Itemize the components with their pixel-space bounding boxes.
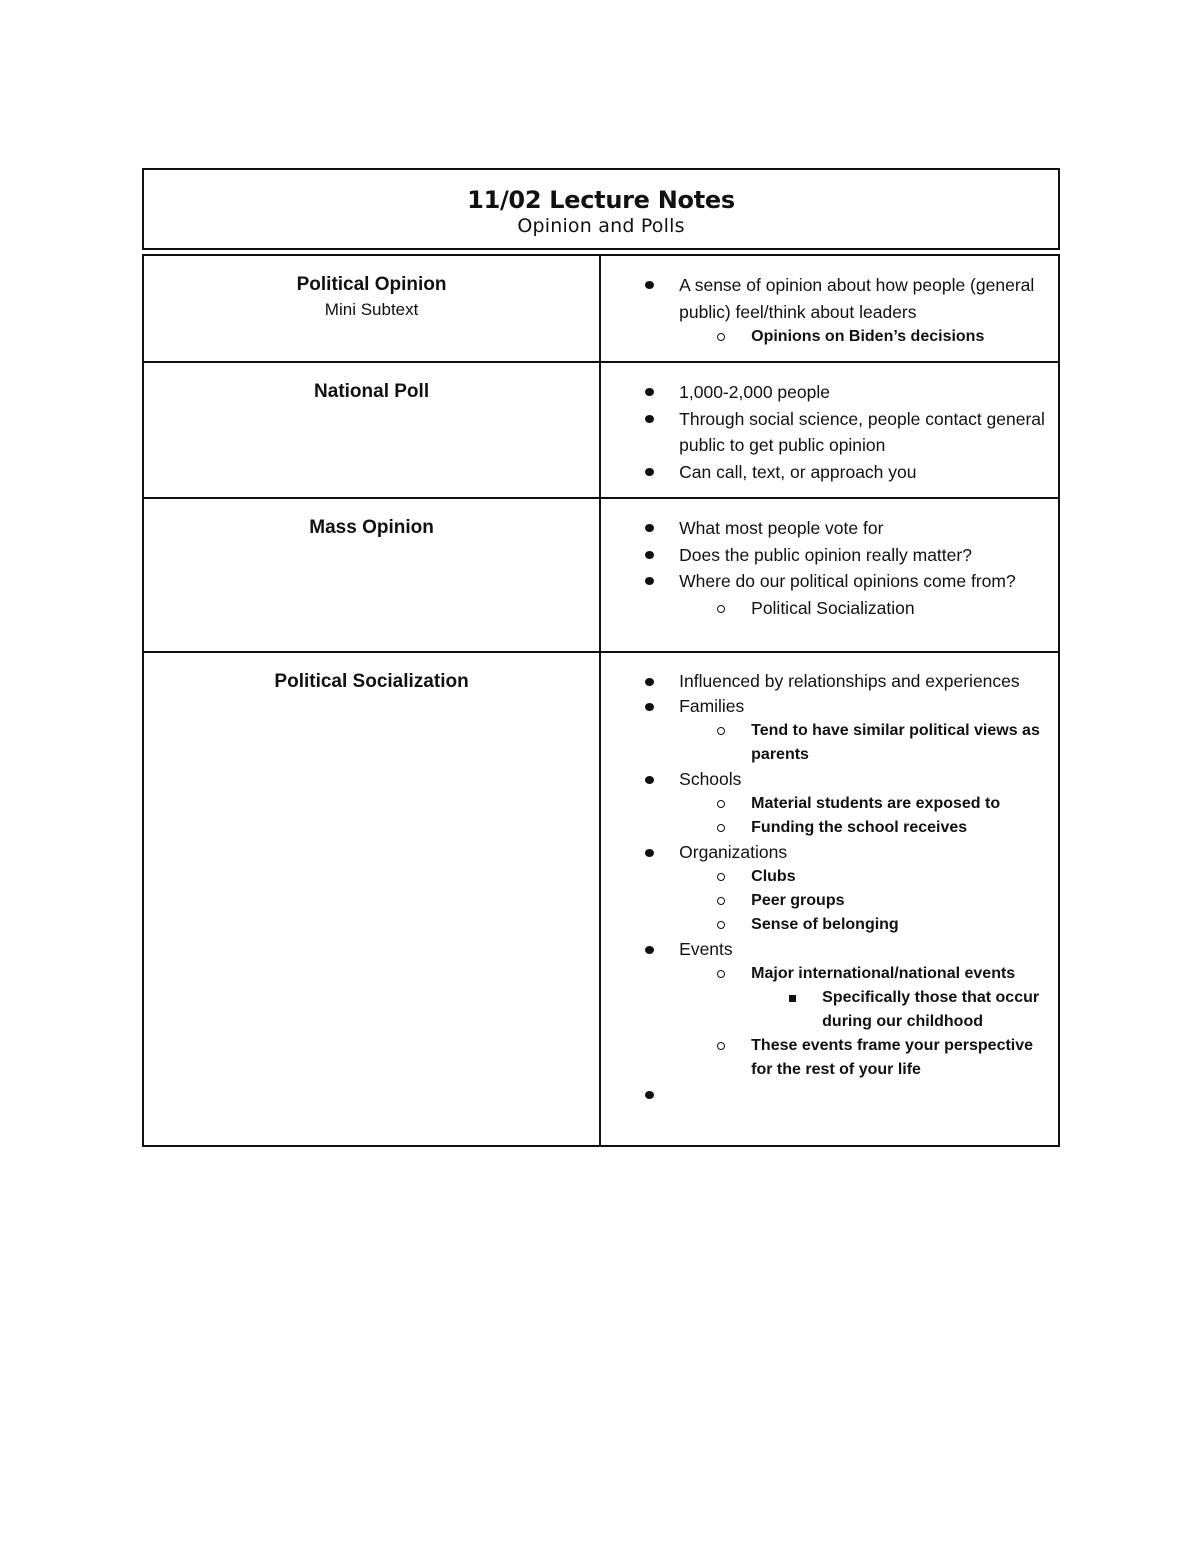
list-item-text: Families: [679, 696, 745, 716]
table-row: [143, 498, 1059, 652]
sub-list-item: [601, 325, 1050, 349]
detail-cell: [600, 498, 1059, 652]
circle-bullet-icon: [717, 605, 725, 613]
bullet-list: [601, 363, 1058, 497]
table-row: [143, 255, 1059, 362]
bullet-list: [601, 499, 1058, 633]
list-item: [601, 542, 1050, 569]
list-item-text: A sense of opinion about how people (general public) feel/think about leaders: [679, 275, 1035, 322]
list-item-text: 1,000-2,000 people: [679, 382, 830, 402]
detail-cell: [600, 652, 1059, 1146]
bullet-icon: [645, 415, 654, 423]
bullet-icon: [645, 524, 654, 532]
sub-bullet-list: [679, 962, 1050, 1082]
list-item: [601, 406, 1050, 459]
list-item: [601, 379, 1050, 406]
notes-table: [142, 254, 1060, 1147]
table-row: [143, 652, 1059, 1146]
term-cell: [143, 362, 600, 498]
circle-bullet-icon: [717, 727, 725, 735]
bullet-list: [601, 256, 1058, 361]
bullet-icon: [645, 678, 654, 686]
sub-list-item-text: Major international/national events: [751, 965, 1016, 982]
bullet-icon: [645, 388, 654, 396]
circle-bullet-icon: [717, 1042, 725, 1050]
sub-list-item-text: These events frame your perspective for the rest of your life: [751, 1037, 1034, 1078]
sub-list-item-text: Political Socialization: [751, 597, 915, 618]
sub-list-item-text: Clubs: [751, 868, 796, 885]
bullet-icon: [645, 776, 654, 784]
list-item: [601, 272, 1050, 349]
sub-list-item: [601, 719, 1050, 767]
sub-list-item: [601, 1034, 1050, 1082]
sub-list-item-text: Opinions on Biden’s decisions: [751, 328, 985, 345]
sub-sub-list-item: [601, 986, 1050, 1034]
sub-list-item: [601, 962, 1050, 1034]
circle-bullet-icon: [717, 800, 725, 808]
bullet-icon: [645, 468, 654, 476]
list-item-text: Schools: [679, 769, 742, 789]
sub-list-item-text: Sense of belonging: [751, 916, 899, 933]
sub-list-item: [601, 865, 1050, 889]
term-cell: [143, 498, 600, 652]
list-item-text: Does the public opinion really matter?: [679, 544, 972, 565]
page-subtitle: Opinion and Polls: [517, 215, 685, 237]
list-item-text: Can call, text, or approach you: [679, 461, 917, 482]
sub-list-item: [601, 913, 1050, 937]
circle-bullet-icon: [717, 970, 725, 978]
sub-bullet-list: [679, 792, 1050, 840]
list-item: [601, 840, 1050, 937]
list-item: [601, 1082, 1050, 1108]
list-item: [601, 669, 1050, 694]
list-item: [601, 568, 1050, 621]
bullet-icon: [645, 849, 654, 857]
bullet-icon: [645, 1091, 654, 1099]
term-label: National Poll: [314, 381, 430, 402]
sub-list-item-text: Peer groups: [751, 892, 845, 909]
sub-list-item-text: Material students are exposed to: [751, 795, 1001, 812]
bullet-icon: [645, 551, 654, 559]
circle-bullet-icon: [717, 897, 725, 905]
list-item: [601, 515, 1050, 542]
list-item-text: Through social science, people contact general public to get public opinion: [679, 408, 1045, 455]
list-item-text: Where do our political opinions come from?: [679, 571, 1016, 591]
table-row: [143, 362, 1059, 498]
sub-list-item-text: Tend to have similar political views as parents: [751, 722, 1040, 763]
circle-bullet-icon: [717, 873, 725, 881]
sub-list-item: [601, 595, 1050, 622]
term-label: Mass Opinion: [309, 517, 434, 538]
list-item-text: Events: [679, 939, 733, 959]
sub-bullet-list: [679, 719, 1050, 767]
detail-cell: [600, 255, 1059, 362]
square-bullet-icon: [789, 995, 796, 1002]
term-label: Political Socialization: [274, 671, 469, 692]
list-item: [601, 767, 1050, 840]
sub-bullet-list: [679, 865, 1050, 937]
list-item: [601, 459, 1050, 486]
list-item-text: What most people vote for: [679, 518, 884, 538]
list-item-text: Influenced by relationships and experiences: [679, 671, 1020, 691]
list-item: [601, 694, 1050, 767]
sub-bullet-list: [679, 595, 1050, 622]
term-subtext: Mini Subtext: [324, 300, 419, 319]
detail-cell: [600, 362, 1059, 498]
list-item: [601, 937, 1050, 1082]
sub-list-item: [601, 792, 1050, 816]
bullet-icon: [645, 281, 654, 289]
term-cell: [143, 652, 600, 1146]
circle-bullet-icon: [717, 333, 725, 341]
sub-list-item-text: Funding the school receives: [751, 819, 968, 836]
header-box: [142, 168, 1060, 250]
list-item-text: Organizations: [679, 842, 788, 862]
sub-list-item: [601, 816, 1050, 840]
circle-bullet-icon: [717, 921, 725, 929]
page-title: 11/02 Lecture Notes: [467, 186, 735, 214]
bullet-icon: [645, 577, 654, 585]
sub-bullet-list: [601, 325, 1050, 349]
sub-sub-list-item-text: Specifically those that occur during our childhood: [822, 989, 1040, 1030]
circle-bullet-icon: [717, 824, 725, 832]
sub-sub-bullet-list: [751, 986, 1050, 1034]
bullet-icon: [645, 946, 654, 954]
term-label: Political Opinion: [296, 274, 447, 295]
bullet-icon: [645, 703, 654, 711]
sub-list-item: [601, 889, 1050, 913]
bullet-list: [601, 653, 1058, 1120]
term-cell: [143, 255, 600, 362]
